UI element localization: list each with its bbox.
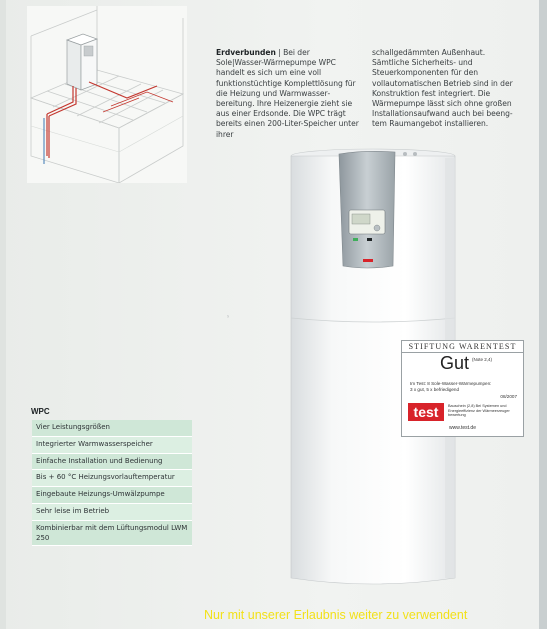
feature-item: Bis + 60 °C Heizungsvorlauftemperatur xyxy=(32,470,192,487)
watermark-text: Nur mit unserer Erlaubnis weiter zu verwendent xyxy=(204,608,468,622)
article-column-left xyxy=(216,48,359,140)
feature-item: Einfache Installation und Bedienung xyxy=(32,454,192,471)
badge-url: www.test.de xyxy=(449,425,476,431)
feature-item: Integrierter Warmwasserspeicher xyxy=(32,437,192,454)
feature-item: Eingebaute Heizungs-Umwälzpumpe xyxy=(32,487,192,504)
installation-illustration xyxy=(27,6,187,183)
badge-note: (Note 2,4) xyxy=(472,357,493,362)
article-column-right xyxy=(372,48,520,130)
feature-item: Kombinierbar mit dem Lüftungsmodul LWM 250 xyxy=(32,521,192,546)
feature-list xyxy=(32,420,192,546)
feature-item: Vier Leistungsgrößen xyxy=(32,420,192,437)
article-text-left: | Bei der Sole|Wasser-Wärmepumpe WPC handelt es sich um eine voll funktionstüchtige Komplettlösung für die Heizung und Warmwasserbereitung. Ihre Heizenergie zieht sie aus einer Erdsonde. Die WPC trägt bereits einen 200-Liter-Speicher unter ihrer xyxy=(216,48,359,139)
article-lead: Erdverbunden xyxy=(216,48,276,57)
test-logo: test xyxy=(408,403,444,421)
badge-header: STIFTUNG WARENTEST xyxy=(402,341,523,353)
badge-test-description: Im Test: 8 Sole-Wasser-Wärmepumpen: xyxy=(410,381,492,386)
product-title: WPC xyxy=(31,407,50,416)
page-edge-right xyxy=(539,0,547,629)
article-text-right: schallgedämmten Außenhaut. Sämtliche Sicherheits- und Steuerkomponenten für den vollautomatischen Betrieb sind in der Konstruktion fest integriert. Die Wärmepumpe lässt sich ohne großen Installationsaufwand auch bei beengtem Raumangebot installieren. xyxy=(372,48,513,129)
badge-test-results: 3 x gut, 5 x befriedigend xyxy=(410,387,460,392)
badge-date: 08/2007 xyxy=(500,394,517,399)
feature-item: Sehr leise im Betrieb xyxy=(32,504,192,521)
stiftung-warentest-badge xyxy=(401,340,524,437)
badge-grade: Gut xyxy=(440,353,470,373)
page-edge-left xyxy=(0,0,6,629)
badge-fineprint: Bauschein (2,8) Bei Systemen und Energieeffizienz der Wärmeerzeuger bewertung xyxy=(448,404,510,418)
scan-mark: ⸯ xyxy=(226,316,231,324)
